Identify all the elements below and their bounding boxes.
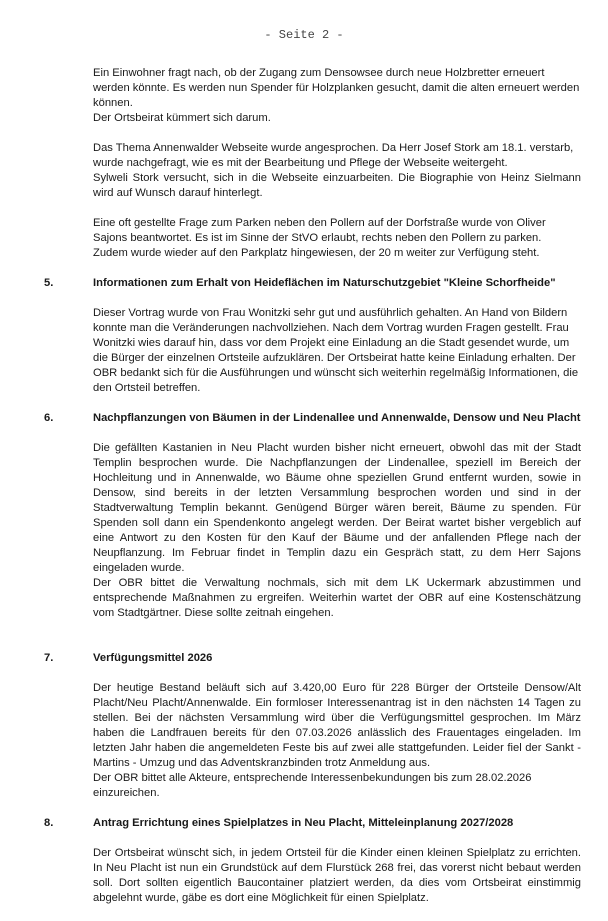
paragraph-text: Zudem wurde wieder auf den Parkplatz hingewiesen, der 20 m weiter zur Verfügung steht. <box>93 247 540 259</box>
intro-paragraph-parking <box>93 216 581 261</box>
section-title: Informationen zum Erhalt von Heideflächen im Naturschutzgebiet "Kleine Schorfheide" <box>93 277 556 289</box>
paragraph-text: Eine oft gestellte Frage zum Parken neben den Pollern auf der Dorfstraße wurde von Oliver Sajons beantwortet. Es ist im Sinne der StVO erlaubt, rechts neben den Pollern zu parken. <box>93 217 546 244</box>
section-6 <box>44 411 581 621</box>
section-5 <box>44 276 581 396</box>
section-paragraph: Der OBR bittet die Verwaltung nochmals, sich mit dem LK Uckermark abzustimmen und entsprechende Maßnahmen zu ergreifen. Weiterhin wartet der OBR auf eine Kostenschätzung vom Stadtgärtner. Diese sollte zeitnah eingehen. <box>93 577 581 619</box>
paragraph-text: Ein Einwohner fragt nach, ob der Zugang zum Densowsee durch neue Holzbretter erneuert werden könnte. Es werden nun Spender für Holzplanken gesucht, damit die alten erneuert werden können. <box>93 67 580 109</box>
section-title: Antrag Errichtung eines Spielplatzes in Neu Placht, Mitteleinplanung 2027/2028 <box>93 817 514 829</box>
section-paragraph: Dieser Vortrag wurde von Frau Wonitzki sehr gut und ausführlich gehalten. An Hand von Bildern konnte man die Veränderungen nachvollziehen. Nach dem Vortrag wurden Fragen gestellt. Frau Wonitzki wies darauf hin, dass vor dem Projekt eine Einladung an die Stadt gesendet wurde, um die Bürger der einzelnen Ortsteile aufzuklären. Der Ortsbeirat hatte keine Einladung erhalten. Der OBR bedankt sich für die Ausführungen und wünscht sich weiterhin regelmäßig Informationen, die den Ortsteil betreffen. <box>93 307 579 394</box>
intro-paragraph-website <box>93 141 581 201</box>
paragraph-text: Sylweli Stork versucht, sich in die Webseite einzuarbeiten. Die Biographie von Heinz Sielmann wird auf Wunsch darauf hinterlegt. <box>93 172 581 199</box>
page-number-header: - Seite 2 - <box>264 28 344 42</box>
section-title: Verfügungsmittel 2026 <box>93 652 213 664</box>
section-7 <box>44 651 581 801</box>
paragraph-text: Das Thema Annenwalder Webseite wurde angesprochen. Da Herr Josef Stork am 18.1. verstarb, wurde nachgefragt, wie es mit der Bearbeitung und Pflege der Webseite weitergeht. <box>93 142 574 169</box>
document-body <box>44 66 581 921</box>
section-title: Nachpflanzungen von Bäumen in der Lindenallee und Annenwalde, Densow und Neu Placht <box>93 412 581 424</box>
section-number: 8. <box>44 817 54 829</box>
section-paragraph: Der heutige Bestand beläuft sich auf 3.420,00 Euro für 228 Bürger der Ortsteile Densow/Alt Placht/Neu Placht/Annenwalde. Ein formloser Interessenantrag ist in den nächsten 14 Tagen zu stellen. Bei der nächsten Versammlung wird über die Verfügungsmittel gesprochen. Im März haben die Landfrauen bereits für den 07.03.2026 anlässlich des Frauentages eingeladen. Im letzten Jahr haben die angemeldeten Feste bis auf zwei alle stattgefunden. Leider fiel der Sankt - Martins - Umzug und das Adventskranzbinden trotz Anmeldung aus. <box>93 682 581 769</box>
spacer <box>93 636 581 651</box>
section-paragraph: Die gefällten Kastanien in Neu Placht wurden bisher nicht erneuert, obwohl das mit der Stadt Templin besprochen wurde. Die Nachpflanzungen der Lindenallee, speziell im Bereich der Hochleitung und in Annenwalde, wo Bäume ohne speziellen Grund entfernt wurden, sowie in Densow, sind bereits in der letzten Versammlung besprochen worden und sind in der Stadtverwaltung Templin bekannt. Genügend Bürger wären bereit, Bäume zu spenden. Für Spenden soll dann ein Spendenkonto angelegt werden. Der Beirat wartet bisher vergeblich auf eine Antwort zu den Kosten für den Kauf der Bäume und der anfallenden Pflege nach der Neupflanzung. Im Februar findet in Templin dazu ein Gespräch statt, zu dem Herr Sajons eingeladen wurde. <box>93 442 581 574</box>
section-paragraph: Der OBR bittet alle Akteure, entsprechende Interessenbekundungen bis zum 28.02.2026 einzureichen. <box>93 772 532 799</box>
section-8 <box>44 816 581 906</box>
section-paragraph: Der Ortsbeirat wünscht sich, in jedem Ortsteil für die Kinder einen kleinen Spielplatz zu errichten. In Neu Placht ist nun ein Grundstück auf dem Flurstück 268 frei, das vorerst nicht bebaut werden soll. Dort sollten eigentlich Baucontainer platziert werden, da dies vom Ortsbeirat einstimmig abgelehnt wurde, gäbe es dort eine Möglichkeit für einen Spielplatz. <box>93 847 581 904</box>
section-number: 6. <box>44 412 54 424</box>
intro-paragraph-access <box>93 66 581 126</box>
paragraph-text: Der Ortsbeirat kümmert sich darum. <box>93 112 271 124</box>
section-number: 7. <box>44 652 54 664</box>
section-number: 5. <box>44 277 54 289</box>
